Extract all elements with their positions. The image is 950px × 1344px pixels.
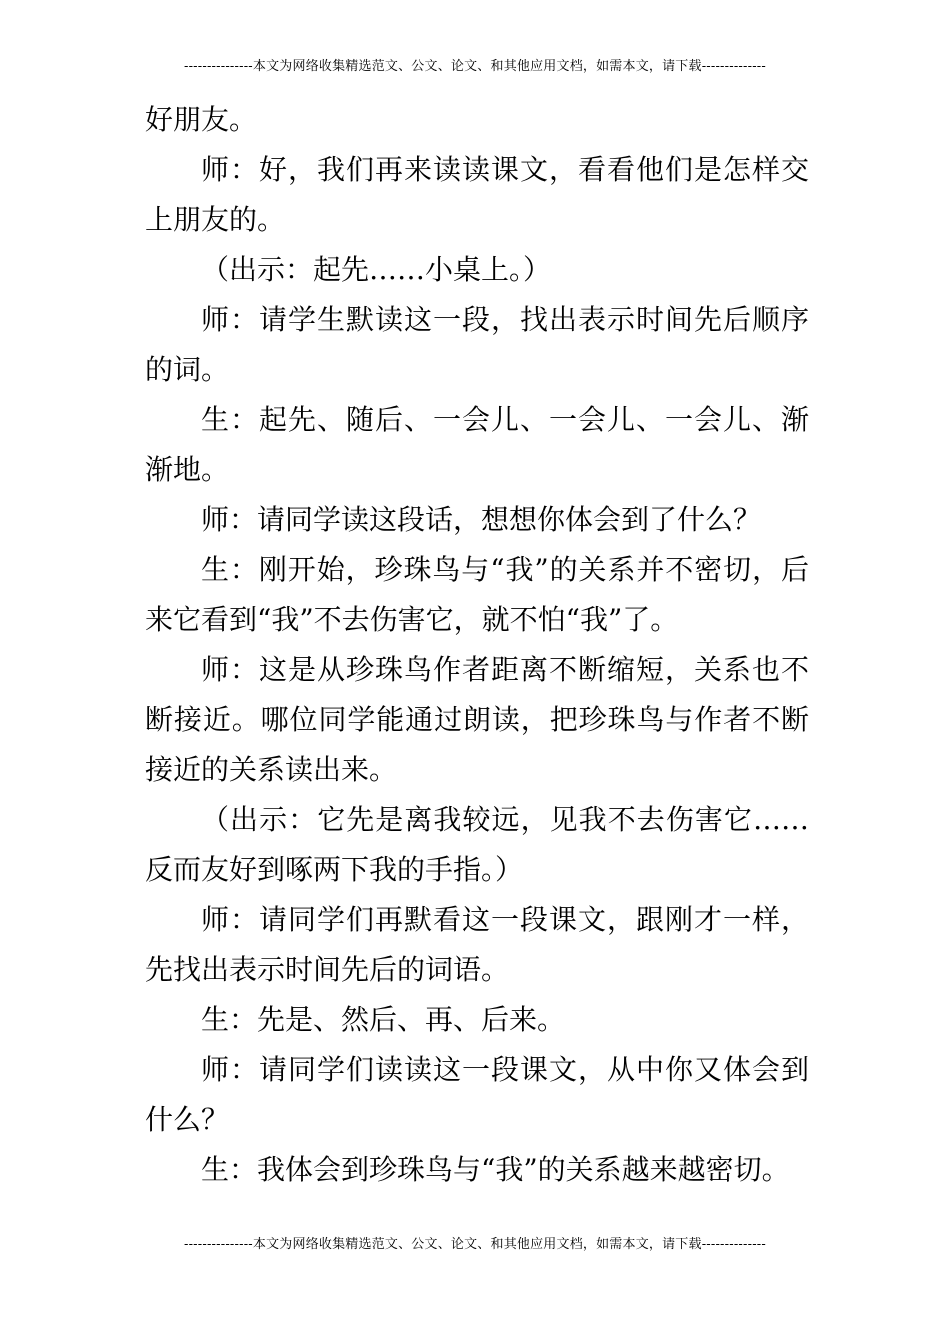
paragraph: 生：刚开始，珍珠鸟与“我”的关系并不密切，后来它看到“我”不去伤害它，就不怕“我”了。 [145,553,809,636]
paragraph: 师：好，我们再来读读课文，看看他们是怎样交上朋友的。 [145,153,809,236]
page-header: ---------------本文为网络收集精选范文、公文、论文、和其他应用文档，如需本文，请下载-------------- [184,59,766,74]
paragraph: 生：我体会到珍珠鸟与“我”的关系越来越密切。 [201,1153,790,1186]
paragraph: 生：起先、随后、一会儿、一会儿、一会儿、渐渐地。 [145,403,809,486]
paragraph: 师：请同学们读读这一段课文，从中你又体会到什么？ [145,1053,809,1136]
paragraph: （出示：起先……小桌上。） [201,253,552,286]
paragraph: 生：先是、然后、再、后来。 [201,1003,566,1036]
paragraph: （出示：它先是离我较远，见我不去伤害它……反而友好到啄两下我的手指。） [145,803,809,886]
page-footer: ---------------本文为网络收集精选范文、公文、论文、和其他应用文档，如需本文，请下载-------------- [184,1237,766,1252]
paragraph: 师：请同学们再默看这一段课文，跟刚才一样，先找出表示时间先后的词语。 [145,903,809,986]
paragraph: 师：请学生默读这一段，找出表示时间先后顺序的词。 [145,303,809,386]
paragraph: 好朋友。 [145,103,258,136]
paragraph: 师：请同学读这段话，想想你体会到了什么？ [201,503,762,536]
document-body [145,95,809,1195]
paragraph: 师：这是从珍珠鸟作者距离不断缩短，关系也不断接近。哪位同学能通过朗读，把珍珠鸟与作者不断接近的关系读出来。 [145,653,809,786]
